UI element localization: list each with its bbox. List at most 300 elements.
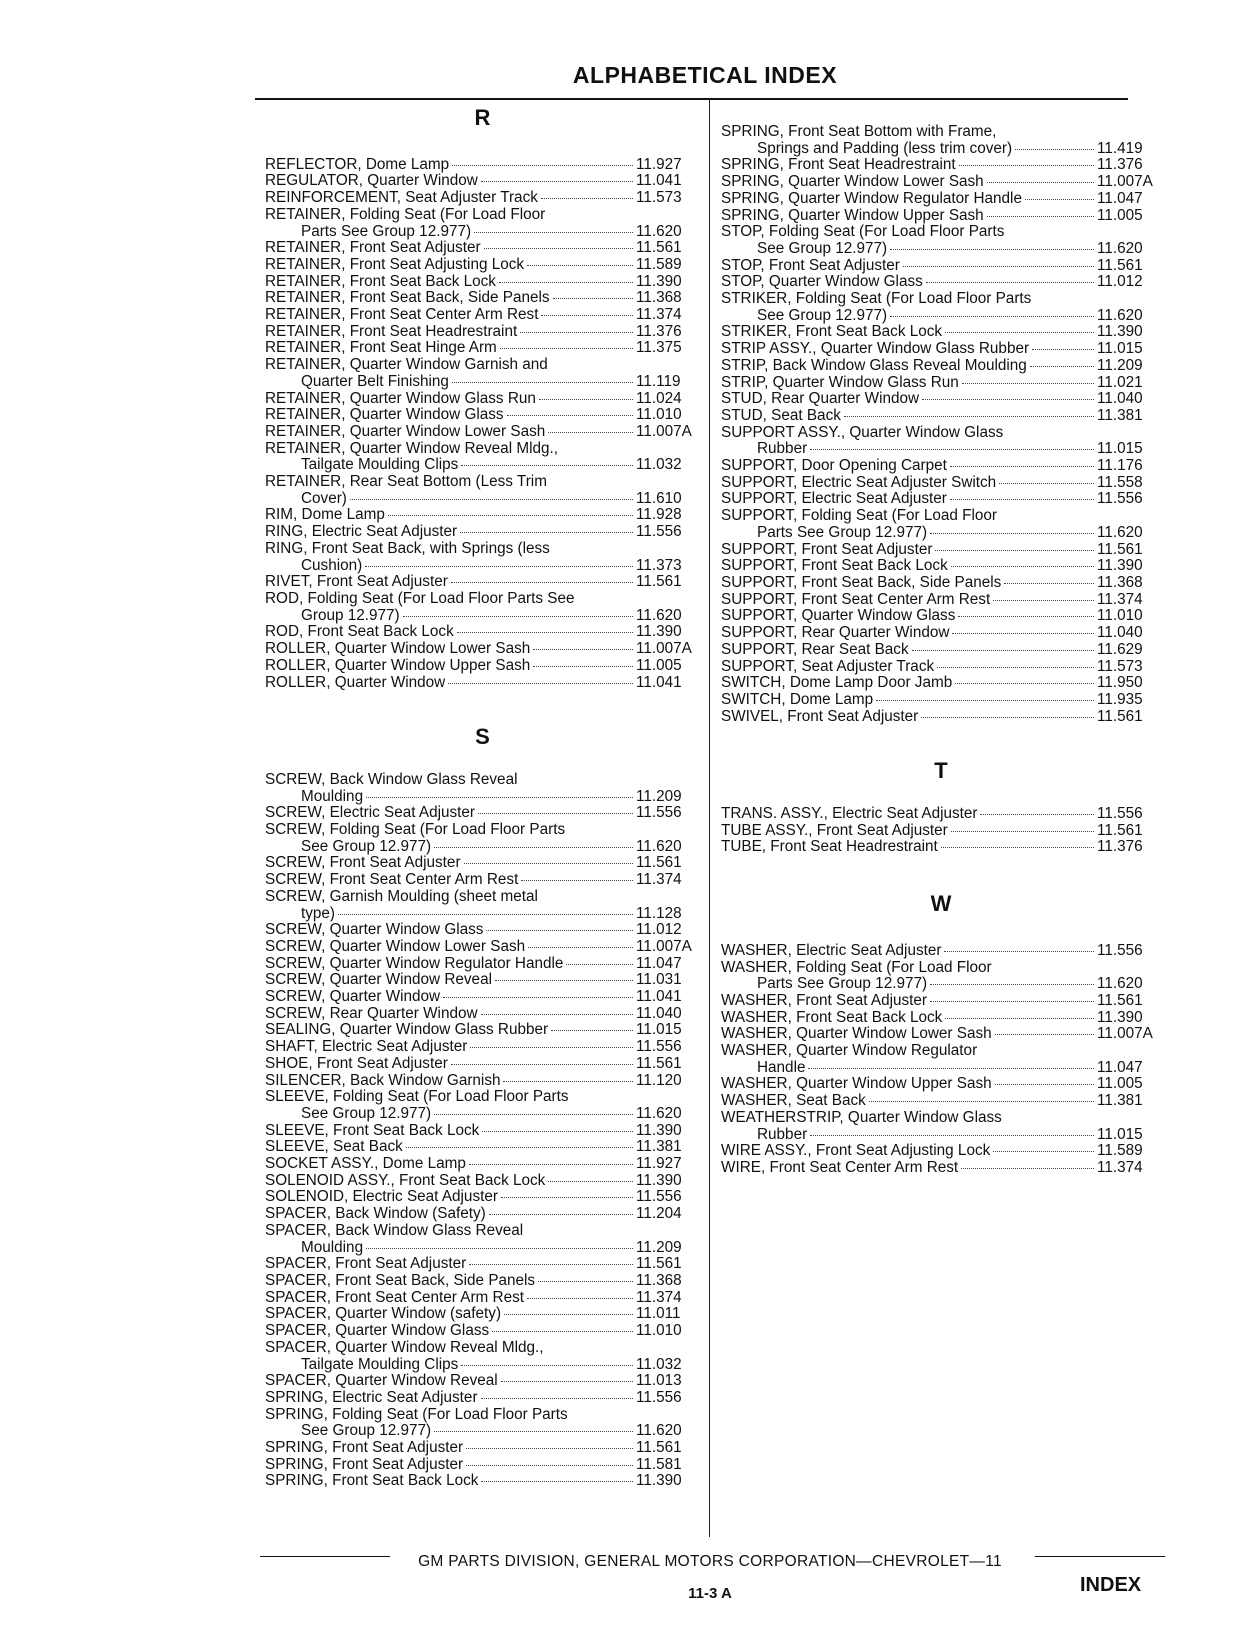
index-entry xyxy=(265,939,700,956)
entry-line xyxy=(265,1473,700,1490)
entry-text: ROLLER, Quarter Window Upper Sash xyxy=(265,656,531,674)
dot-leader xyxy=(548,432,633,433)
entry-page-ref: 11.620 xyxy=(636,222,682,240)
entry-text: Quarter Belt Finishing xyxy=(301,372,449,390)
entry-text: SWITCH, Dome Lamp Door Jamb xyxy=(721,674,953,692)
dot-leader xyxy=(993,600,1094,601)
index-entry xyxy=(721,1093,1161,1110)
dot-leader xyxy=(539,399,633,400)
entry-page-ref: 11.390 xyxy=(636,623,682,641)
dot-leader xyxy=(457,632,633,633)
entry-page-ref: 11.368 xyxy=(636,1272,682,1289)
entry-page-ref: 11.935 xyxy=(1097,690,1143,708)
entry-page-ref: 11.010 xyxy=(1097,607,1143,625)
entry-text: See Group 12.977) xyxy=(301,1422,432,1440)
entry-line xyxy=(265,922,700,939)
entry-text: WASHER, Front Seat Back Lock xyxy=(721,1008,943,1026)
entry-line xyxy=(721,1143,1161,1160)
entry-text: SCREW, Quarter Window Regulator Handle xyxy=(265,954,564,972)
index-entry xyxy=(265,307,700,324)
entry-text: SUPPORT, Seat Adjuster Track xyxy=(721,657,935,675)
dot-leader xyxy=(521,880,633,881)
entry-page-ref: 11.556 xyxy=(636,1388,682,1406)
entry-line xyxy=(265,507,700,524)
entry-line xyxy=(265,257,700,274)
dot-leader xyxy=(995,1084,1094,1085)
entry-line xyxy=(265,772,700,789)
entry-text: SPACER, Quarter Window Reveal Mldg., xyxy=(265,1338,544,1356)
dot-leader xyxy=(478,813,633,814)
entry-page-ref: 11.007A xyxy=(636,422,692,440)
index-entry xyxy=(265,872,700,889)
entry-page-ref: 11.589 xyxy=(636,255,682,273)
index-entry xyxy=(265,391,700,408)
section-letter: W xyxy=(930,891,952,917)
entry-line xyxy=(721,608,1161,625)
entry-text: Cover) xyxy=(301,489,347,507)
dot-leader xyxy=(810,449,1094,450)
index-section xyxy=(721,124,1161,725)
index-entry xyxy=(265,624,700,641)
entry-text: RETAINER, Folding Seat (For Load Floor xyxy=(265,205,546,223)
index-entry xyxy=(265,1006,700,1023)
index-entry xyxy=(265,1306,700,1323)
entry-text: STUD, Rear Quarter Window xyxy=(721,390,920,408)
entry-text: WASHER, Quarter Window Regulator xyxy=(721,1042,978,1060)
entry-page-ref: 11.041 xyxy=(636,673,682,691)
index-entry xyxy=(721,208,1161,225)
dot-leader xyxy=(548,1181,633,1182)
index-entry xyxy=(265,956,700,973)
entry-text: Tailgate Moulding Clips xyxy=(301,456,459,474)
dot-leader xyxy=(528,947,633,948)
dot-leader xyxy=(959,165,1094,166)
index-entry xyxy=(721,558,1161,575)
dot-leader xyxy=(403,616,633,617)
dot-leader xyxy=(935,550,1094,551)
dot-leader xyxy=(950,499,1094,500)
entry-line xyxy=(265,558,700,575)
index-entry xyxy=(265,474,700,507)
entry-line xyxy=(265,1073,700,1090)
dot-leader xyxy=(388,515,633,516)
entry-line xyxy=(265,1156,700,1173)
index-entry xyxy=(265,1139,700,1156)
index-column-left xyxy=(265,105,700,1490)
entry-line xyxy=(265,541,700,558)
entry-line xyxy=(721,174,1161,191)
dot-leader xyxy=(452,165,633,166)
index-entry xyxy=(265,805,700,822)
entry-text: SPACER, Front Seat Center Arm Rest xyxy=(265,1288,525,1306)
dot-leader xyxy=(541,198,633,199)
index-entry xyxy=(721,1026,1161,1043)
entry-page-ref: 11.620 xyxy=(1097,239,1143,257)
entry-page-ref: 11.390 xyxy=(636,272,682,290)
entry-text: RETAINER, Quarter Window Reveal Mldg., xyxy=(265,439,558,457)
entry-page-ref: 11.620 xyxy=(1097,523,1143,541)
index-entry xyxy=(265,1273,700,1290)
index-entry xyxy=(721,675,1161,692)
entry-page-ref: 11.007A xyxy=(1097,1025,1153,1043)
index-entry xyxy=(265,1022,700,1039)
dot-leader xyxy=(930,1001,1094,1002)
entry-line xyxy=(721,1060,1161,1077)
entry-text: Parts See Group 12.977) xyxy=(757,523,928,541)
entry-line xyxy=(265,1390,700,1407)
index-entry xyxy=(721,692,1161,709)
index-entry xyxy=(721,1076,1161,1093)
entry-text: Moulding xyxy=(301,787,364,805)
entry-text: RIVET, Front Seat Adjuster xyxy=(265,573,448,591)
entry-text: WASHER, Front Seat Adjuster xyxy=(721,991,928,1009)
entry-text: STRIP, Quarter Window Glass Run xyxy=(721,373,959,391)
entry-text: SUPPORT, Front Seat Center Arm Rest xyxy=(721,590,991,608)
index-entry xyxy=(265,1373,700,1390)
entry-text: WASHER, Quarter Window Upper Sash xyxy=(721,1075,992,1093)
dot-leader xyxy=(503,1081,633,1082)
entry-page-ref: 11.007A xyxy=(636,937,692,955)
entry-text: SHAFT, Electric Seat Adjuster xyxy=(265,1038,468,1056)
entry-page-ref: 11.376 xyxy=(1097,156,1143,174)
entry-text: SPACER, Quarter Window Glass xyxy=(265,1322,490,1340)
entry-text: SOLENOID ASSY., Front Seat Back Lock xyxy=(265,1171,546,1189)
entry-text: RETAINER, Quarter Window Garnish and xyxy=(265,356,548,374)
entry-page-ref: 11.620 xyxy=(636,606,682,624)
index-entry xyxy=(265,290,700,307)
entry-page-ref: 11.012 xyxy=(636,921,682,939)
dot-leader xyxy=(958,616,1094,617)
index-entry xyxy=(721,341,1161,358)
entry-text: SLEEVE, Seat Back xyxy=(265,1138,403,1156)
dot-leader xyxy=(406,1147,633,1148)
index-entry xyxy=(721,943,1161,960)
entry-page-ref: 11.005 xyxy=(1097,206,1143,224)
entry-line xyxy=(265,173,700,190)
footer-rule-right xyxy=(1035,1556,1165,1557)
entry-line xyxy=(721,425,1161,442)
entry-page-ref: 11.390 xyxy=(636,1121,682,1139)
entry-line xyxy=(265,357,700,374)
entry-line xyxy=(265,457,700,474)
entry-page-ref: 11.007A xyxy=(1097,173,1153,191)
index-entry xyxy=(265,658,700,675)
entry-line xyxy=(265,839,700,856)
entry-line xyxy=(265,290,700,307)
index-entry xyxy=(721,408,1161,425)
dot-leader xyxy=(995,1034,1094,1035)
index-entry xyxy=(265,274,700,291)
entry-text: SUPPORT, Folding Seat (For Load Floor xyxy=(721,507,998,525)
entry-line xyxy=(721,592,1161,609)
entry-line xyxy=(265,424,700,441)
entry-line xyxy=(721,475,1161,492)
entry-page-ref: 11.040 xyxy=(1097,624,1143,642)
entry-text: SPRING, Quarter Window Upper Sash xyxy=(721,206,984,224)
index-entry xyxy=(265,524,700,541)
index-entry xyxy=(265,1256,700,1273)
dot-leader xyxy=(551,1030,633,1031)
entry-text: STOP, Quarter Window Glass xyxy=(721,273,923,291)
index-entry xyxy=(721,224,1161,257)
entry-page-ref: 11.119 xyxy=(636,372,681,390)
entry-text: SCREW, Front Seat Adjuster xyxy=(265,854,461,872)
dot-leader xyxy=(541,315,633,316)
dot-leader xyxy=(952,633,1094,634)
entry-line xyxy=(265,989,700,1006)
index-entry xyxy=(721,508,1161,541)
entry-line xyxy=(265,324,700,341)
dot-leader xyxy=(484,248,633,249)
entry-line xyxy=(265,574,700,591)
entry-text: See Group 12.977) xyxy=(757,239,888,257)
entry-text: Rubber xyxy=(757,440,808,458)
index-entry xyxy=(265,424,700,441)
entry-page-ref: 11.561 xyxy=(1097,821,1143,839)
entry-text: Moulding xyxy=(301,1238,364,1256)
index-entry xyxy=(265,1173,700,1190)
entry-text: SCREW, Quarter Window Reveal xyxy=(265,971,492,989)
entry-page-ref: 11.368 xyxy=(636,289,682,307)
entry-line xyxy=(721,625,1161,642)
dot-leader xyxy=(489,1214,633,1215)
entry-line xyxy=(265,157,700,174)
entry-text: STOP, Front Seat Adjuster xyxy=(721,256,900,274)
entry-page-ref: 11.011 xyxy=(636,1305,681,1323)
index-entry xyxy=(265,822,700,855)
entry-line xyxy=(721,1026,1161,1043)
entry-page-ref: 11.376 xyxy=(636,322,682,340)
entry-line xyxy=(721,324,1161,341)
dot-leader xyxy=(951,566,1094,567)
entry-page-ref: 11.040 xyxy=(636,1004,682,1022)
entry-line xyxy=(721,709,1161,726)
entry-text: RETAINER, Front Seat Headrestraint xyxy=(265,322,518,340)
entry-page-ref: 11.561 xyxy=(636,1439,682,1457)
dot-leader xyxy=(945,1018,1094,1019)
entry-text: RETAINER, Front Seat Center Arm Rest xyxy=(265,306,539,324)
entry-line xyxy=(721,642,1161,659)
entry-line xyxy=(721,224,1161,241)
entry-line xyxy=(721,391,1161,408)
dot-leader xyxy=(338,914,633,915)
index-entry xyxy=(721,823,1161,840)
entry-line xyxy=(721,675,1161,692)
entry-page-ref: 11.204 xyxy=(636,1205,682,1223)
dot-leader xyxy=(980,814,1094,815)
index-entry xyxy=(721,375,1161,392)
entry-line xyxy=(721,558,1161,575)
index-entry xyxy=(265,1056,700,1073)
entry-text: SLEEVE, Front Seat Back Lock xyxy=(265,1121,480,1139)
entry-page-ref: 11.620 xyxy=(636,1104,682,1122)
index-entry xyxy=(721,174,1161,191)
entry-text: See Group 12.977) xyxy=(301,1104,432,1122)
entry-page-ref: 11.005 xyxy=(1097,1075,1143,1093)
dot-leader xyxy=(1004,583,1094,584)
entry-text: SWIVEL, Front Seat Adjuster xyxy=(721,707,919,725)
entry-line xyxy=(721,291,1161,308)
index-entry xyxy=(265,340,700,357)
index-entry xyxy=(265,1206,700,1223)
dot-leader xyxy=(469,1264,633,1265)
index-entry xyxy=(721,642,1161,659)
entry-text: STRIKER, Folding Seat (For Load Floor Parts xyxy=(721,290,1032,308)
entry-text: SPRING, Front Seat Back Lock xyxy=(265,1472,479,1490)
entry-line xyxy=(265,207,700,224)
index-entry xyxy=(265,240,700,257)
entry-page-ref: 11.928 xyxy=(636,506,682,524)
entry-line xyxy=(265,407,700,424)
index-entry xyxy=(265,1473,700,1490)
entry-text: ROLLER, Quarter Window xyxy=(265,673,446,691)
index-entry xyxy=(265,1073,700,1090)
dot-leader xyxy=(926,282,1094,283)
entry-line xyxy=(721,241,1161,258)
footer-division-text: GM PARTS DIVISION, GENERAL MOTORS CORPORATION—CHEVROLET—11 xyxy=(390,1553,1030,1571)
dot-leader xyxy=(527,1298,633,1299)
dot-leader xyxy=(460,532,633,533)
dot-leader xyxy=(890,249,1094,250)
entry-page-ref: 11.012 xyxy=(1097,273,1143,291)
index-entry xyxy=(265,1223,700,1256)
dot-leader xyxy=(921,717,1094,718)
entry-text: See Group 12.977) xyxy=(757,306,888,324)
index-entry xyxy=(265,1457,700,1474)
entry-text: STRIP, Back Window Glass Reveal Moulding xyxy=(721,356,1027,374)
entry-line xyxy=(265,1039,700,1056)
dot-leader xyxy=(944,951,1094,952)
dot-leader xyxy=(527,265,633,266)
entry-line xyxy=(265,1139,700,1156)
index-entry xyxy=(265,889,700,922)
entry-line xyxy=(265,1206,700,1223)
entry-page-ref: 11.374 xyxy=(1097,1158,1143,1176)
index-entry xyxy=(721,324,1161,341)
dot-leader xyxy=(553,298,633,299)
entry-page-ref: 11.561 xyxy=(636,239,682,257)
dot-leader xyxy=(500,348,633,349)
entry-line xyxy=(721,575,1161,592)
section-letter: R xyxy=(474,105,491,130)
entry-text: SCREW, Quarter Window Lower Sash xyxy=(265,937,526,955)
entry-page-ref: 11.558 xyxy=(1097,473,1143,491)
dot-leader xyxy=(876,700,1094,701)
entry-text: RING, Front Seat Back, with Springs (less xyxy=(265,539,550,557)
entry-page-ref: 11.209 xyxy=(636,1238,682,1256)
entry-page-ref: 11.390 xyxy=(1097,557,1143,575)
entry-line xyxy=(265,1290,700,1307)
entry-text: RETAINER, Quarter Window Lower Sash xyxy=(265,422,546,440)
entry-line xyxy=(265,240,700,257)
index-entry xyxy=(265,357,700,390)
entry-text: SHOE, Front Seat Adjuster xyxy=(265,1054,448,1072)
entry-page-ref: 11.374 xyxy=(636,1288,682,1306)
index-entry xyxy=(265,441,700,474)
dot-leader xyxy=(520,332,633,333)
entry-text: SPACER, Front Seat Back, Side Panels xyxy=(265,1272,536,1289)
entry-line xyxy=(721,1043,1161,1060)
entry-text: RETAINER, Front Seat Hinge Arm xyxy=(265,339,497,357)
entry-page-ref: 11.561 xyxy=(636,1255,682,1273)
entry-line xyxy=(721,258,1161,275)
entry-page-ref: 11.010 xyxy=(636,1322,682,1340)
entry-line xyxy=(265,855,700,872)
entry-line xyxy=(721,525,1161,542)
entry-line xyxy=(721,408,1161,425)
entry-page-ref: 11.610 xyxy=(636,489,682,507)
entry-page-ref: 11.561 xyxy=(636,854,682,872)
entry-text: RETAINER, Front Seat Back Lock xyxy=(265,272,496,290)
column-divider xyxy=(709,100,710,1537)
entry-page-ref: 11.047 xyxy=(1097,1058,1143,1076)
entry-page-ref: 11.381 xyxy=(1097,1092,1143,1110)
entry-line xyxy=(265,1357,700,1374)
dot-leader xyxy=(844,416,1094,417)
entry-line xyxy=(721,375,1161,392)
entry-line xyxy=(265,391,700,408)
entry-text: WASHER, Electric Seat Adjuster xyxy=(721,941,942,959)
entry-line xyxy=(265,906,700,923)
entry-page-ref: 11.005 xyxy=(636,656,682,674)
dot-leader xyxy=(469,1164,633,1165)
entry-line xyxy=(265,1323,700,1340)
entry-text: SUPPORT, Electric Seat Adjuster Switch xyxy=(721,473,997,491)
dot-leader xyxy=(999,483,1094,484)
dot-leader xyxy=(961,1168,1094,1169)
dot-leader xyxy=(464,863,633,864)
index-entry xyxy=(721,1160,1161,1177)
entry-text: SUPPORT, Front Seat Back, Side Panels xyxy=(721,573,1002,591)
dot-leader xyxy=(495,980,633,981)
index-entry xyxy=(721,592,1161,609)
entry-text: Cushion) xyxy=(301,556,363,574)
entry-text: ROLLER, Quarter Window Lower Sash xyxy=(265,640,531,658)
entry-text: SPRING, Front Seat Adjuster xyxy=(265,1455,464,1473)
dot-leader xyxy=(451,1064,633,1065)
entry-line xyxy=(721,1110,1161,1127)
dot-leader xyxy=(501,1381,633,1382)
entry-page-ref: 11.032 xyxy=(636,456,682,474)
entry-line xyxy=(265,1240,700,1257)
entry-text: SUPPORT, Front Seat Adjuster xyxy=(721,540,933,558)
index-entry xyxy=(721,124,1161,157)
dot-leader xyxy=(993,1151,1094,1152)
dot-leader xyxy=(366,1248,633,1249)
dot-leader xyxy=(481,181,633,182)
index-entry xyxy=(265,1407,700,1440)
index-entry xyxy=(265,1440,700,1457)
index-entry xyxy=(265,855,700,872)
footer-rule-left xyxy=(260,1556,410,1557)
entry-text: SPRING, Folding Seat (For Load Floor Parts xyxy=(265,1405,568,1423)
entry-line xyxy=(721,191,1161,208)
dot-leader xyxy=(1032,349,1094,350)
dot-leader xyxy=(912,650,1094,651)
entry-text: WIRE ASSY., Front Seat Adjusting Lock xyxy=(721,1142,991,1160)
entry-page-ref: 11.390 xyxy=(636,1171,682,1189)
entry-text: SWITCH, Dome Lamp xyxy=(721,690,874,708)
dot-leader xyxy=(808,1068,1094,1069)
index-entry xyxy=(721,993,1161,1010)
entry-text: STUD, Seat Back xyxy=(721,406,841,424)
entry-line xyxy=(265,889,700,906)
entry-page-ref: 11.015 xyxy=(636,1021,682,1039)
entry-line xyxy=(265,1056,700,1073)
entry-text: STOP, Folding Seat (For Load Floor Parts xyxy=(721,223,1005,241)
entry-line xyxy=(265,641,700,658)
dot-leader xyxy=(461,1365,633,1366)
